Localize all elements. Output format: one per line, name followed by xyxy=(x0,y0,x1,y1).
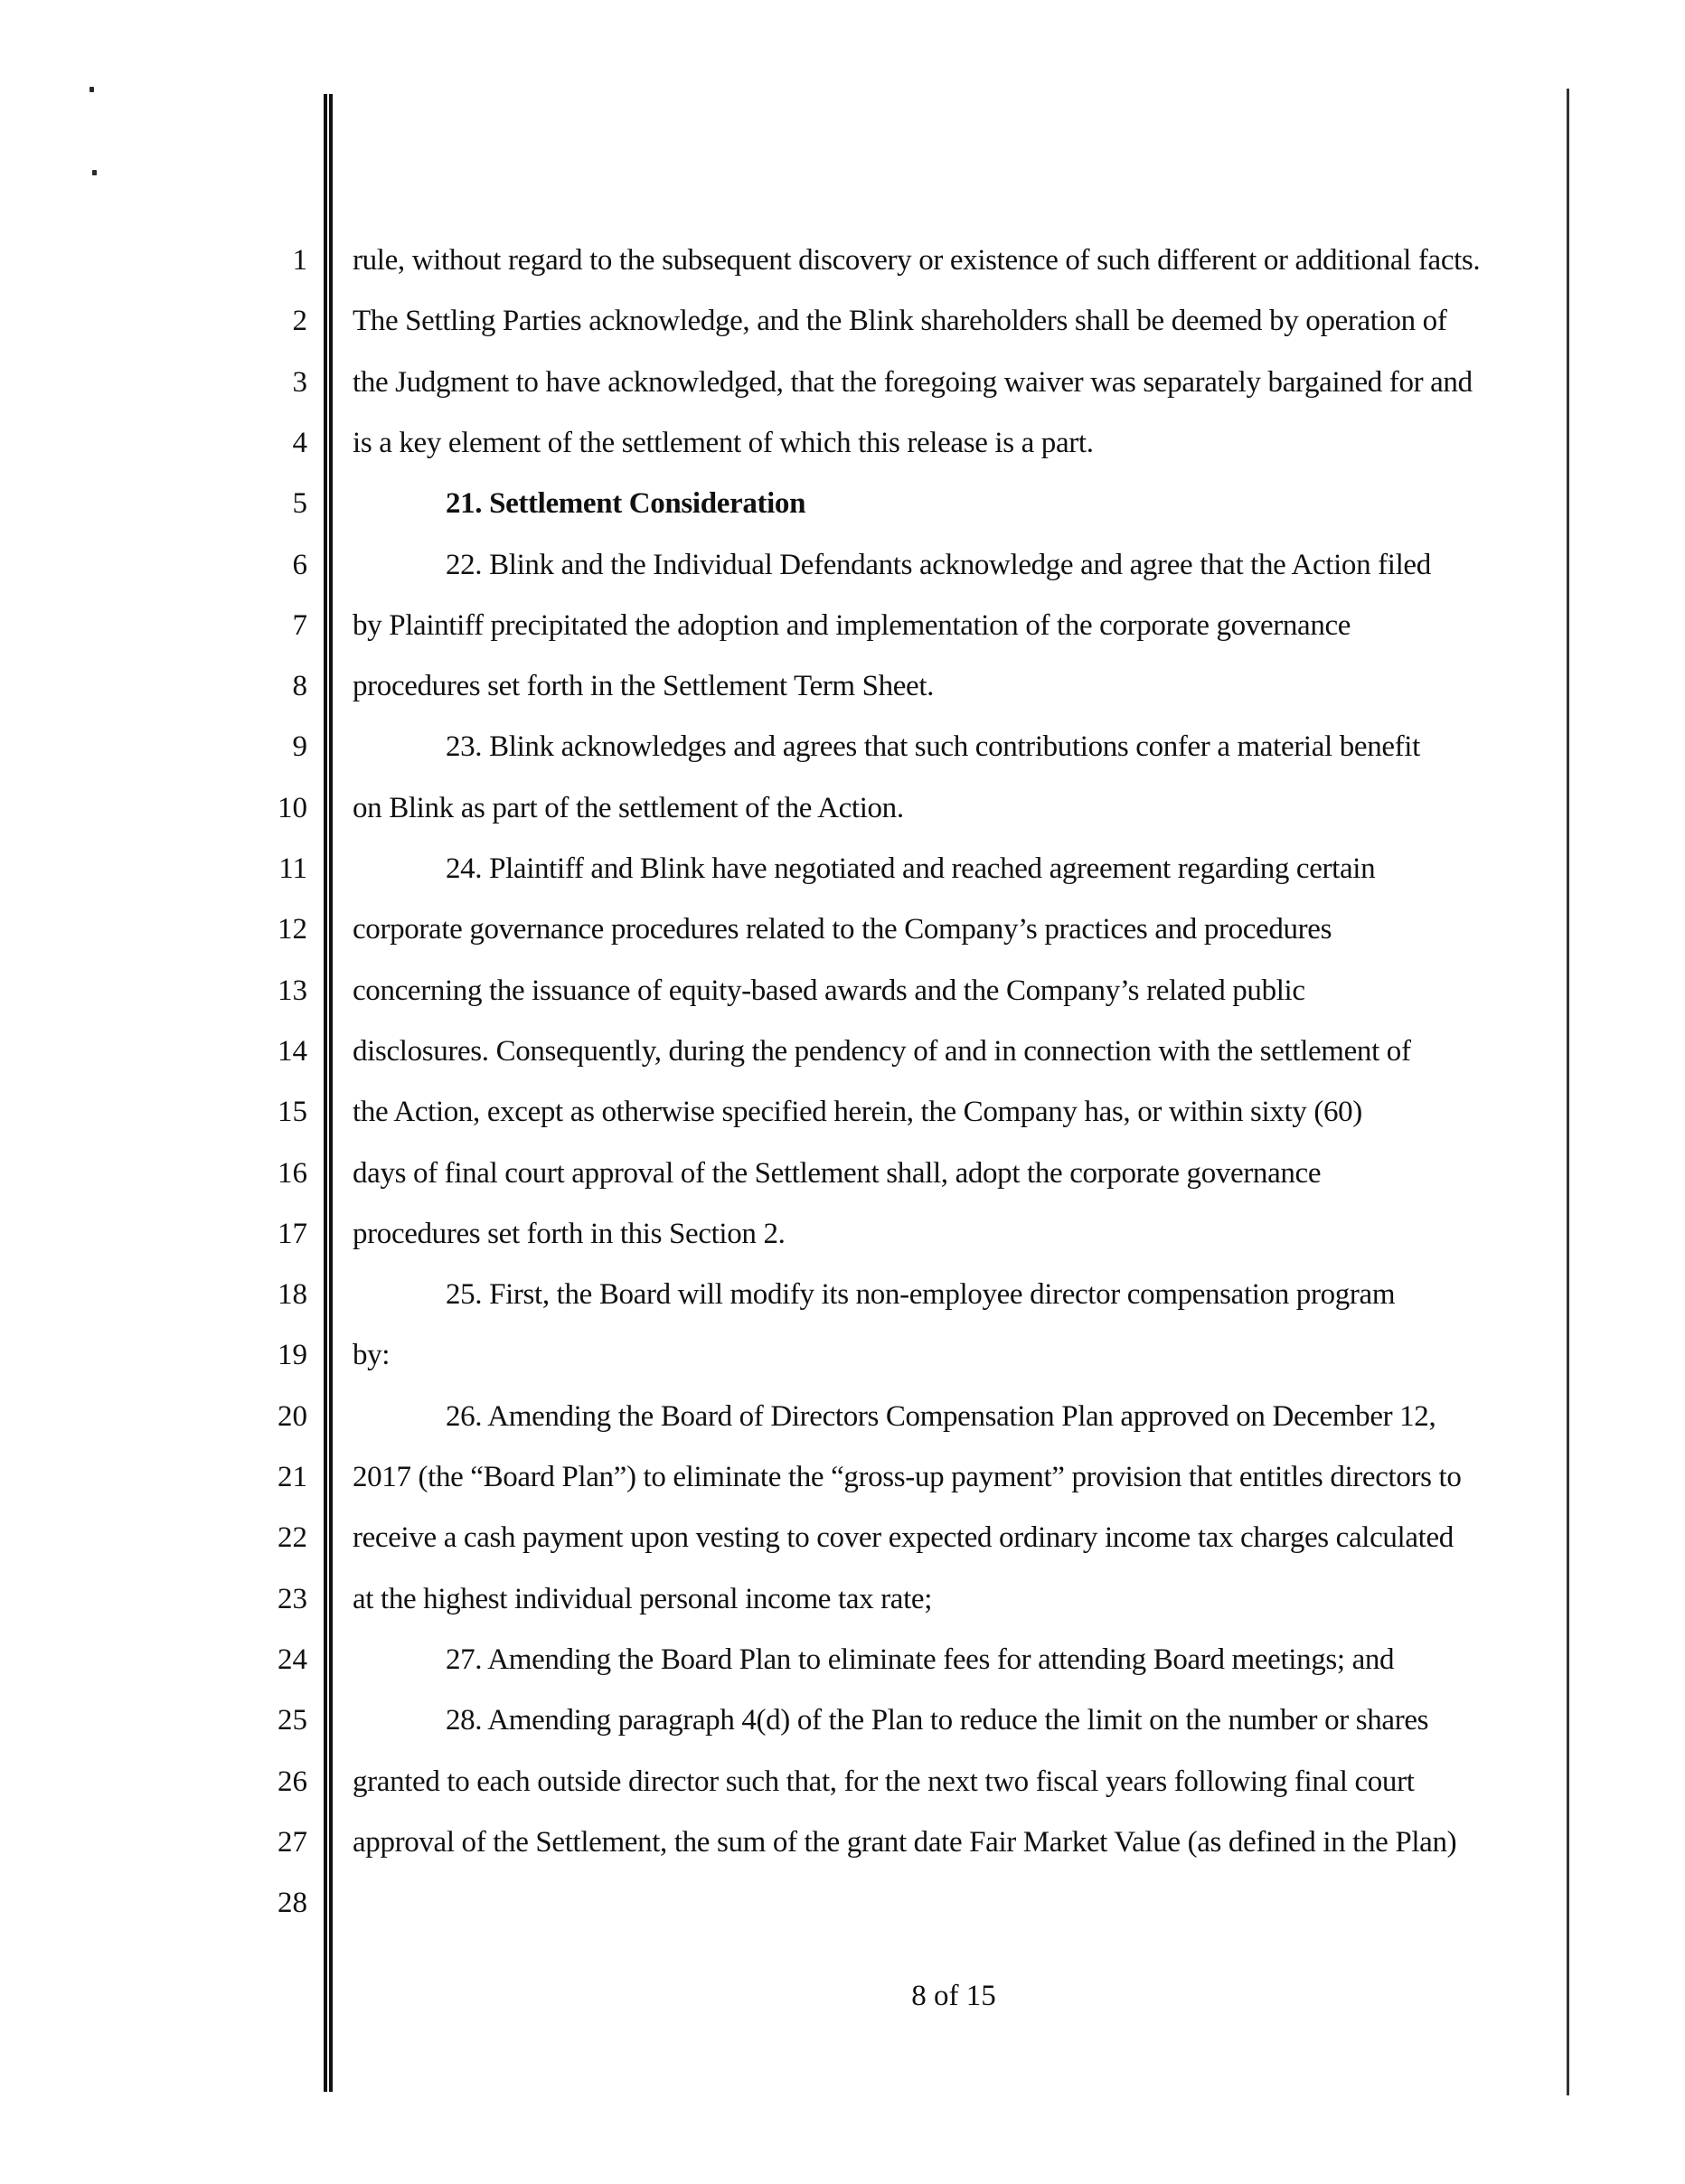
body-text-line: 22. Blink and the Individual Defendants acknowledge and agree that the Action filed xyxy=(446,548,1431,581)
scan-speck xyxy=(89,87,94,92)
body-text-line: 25. First, the Board will modify its non-employee director compensation program xyxy=(446,1278,1396,1312)
section-heading: 21. Settlement Consideration xyxy=(446,487,806,521)
line-number: 20 xyxy=(278,1399,307,1433)
line-number: 26 xyxy=(278,1765,307,1798)
body-text-line: procedures set forth in the Settlement Term Sheet. xyxy=(353,670,935,703)
line-number: 5 xyxy=(292,487,307,521)
body-text-line: 23. Blink acknowledges and agrees that such contributions confer a material benefit xyxy=(446,730,1420,764)
body-text-line: 28. Amending paragraph 4(d) of the Plan to reduce the limit on the number or shares xyxy=(446,1704,1429,1737)
body-text-line: rule, without regard to the subsequent discovery or existence of such different or additional facts. xyxy=(353,244,1481,277)
page-number: 8 of 15 xyxy=(911,1980,996,2012)
line-number: 10 xyxy=(278,791,307,824)
right-margin-rule xyxy=(1567,89,1569,2095)
line-number: 27 xyxy=(278,1825,307,1859)
body-text-line: disclosures. Consequently, during the pendency of and in connection with the settlement of xyxy=(353,1034,1411,1068)
body-text-line: on Blink as part of the settlement of the Action. xyxy=(353,791,904,824)
body-text-line: 2017 (the “Board Plan”) to eliminate the “gross-up payment” provision that entitles directors to xyxy=(353,1461,1462,1493)
line-number: 13 xyxy=(278,974,307,1007)
body-text-line: procedures set forth in this Section 2. xyxy=(353,1217,786,1250)
line-number: 15 xyxy=(278,1096,307,1129)
body-text-line: corporate governance procedures related to the Company’s practices and procedures xyxy=(353,913,1332,946)
body-text-line: concerning the issuance of equity-based awards and the Company’s related public xyxy=(353,974,1305,1007)
body-text-line: receive a cash payment upon vesting to cover expected ordinary income tax charges calculated xyxy=(353,1521,1454,1555)
body-text-line: days of final court approval of the Settlement shall, adopt the corporate governance xyxy=(353,1156,1322,1190)
line-number: 7 xyxy=(292,608,307,642)
line-number: 25 xyxy=(278,1704,307,1737)
body-text-line: by Plaintiff precipitated the adoption and implementation of the corporate governance xyxy=(353,608,1351,642)
line-number: 4 xyxy=(292,426,307,459)
line-number: 21 xyxy=(278,1461,307,1493)
line-number: 16 xyxy=(278,1156,307,1190)
line-number: 18 xyxy=(278,1278,307,1312)
body-text-line: the Judgment to have acknowledged, that the foregoing waiver was separately bargained for and xyxy=(353,365,1473,399)
body-text-line: at the highest individual personal income tax rate; xyxy=(353,1582,933,1615)
left-margin-double-rule xyxy=(329,94,333,2092)
body-text-line: is a key element of the settlement of which this release is a part. xyxy=(353,426,1094,459)
body-text-line: 24. Plaintiff and Blink have negotiated and reached agreement regarding certain xyxy=(446,852,1376,885)
line-number: 28 xyxy=(278,1887,307,1920)
line-number: 17 xyxy=(278,1217,307,1250)
body-text-line: 26. Amending the Board of Directors Compensation Plan approved on December 12, xyxy=(446,1399,1436,1433)
line-number: 22 xyxy=(278,1521,307,1555)
line-number: 3 xyxy=(292,365,307,399)
line-number: 24 xyxy=(278,1643,307,1676)
scan-speck xyxy=(92,170,97,175)
body-text-line: The Settling Parties acknowledge, and the Blink shareholders shall be deemed by operation of xyxy=(353,305,1447,338)
body-text-line: approval of the Settlement, the sum of the grant date Fair Market Value (as defined in the Plan) xyxy=(353,1825,1457,1859)
line-number: 14 xyxy=(278,1034,307,1068)
body-text-line: 27. Amending the Board Plan to eliminate fees for attending Board meetings; and xyxy=(446,1643,1395,1676)
line-number: 2 xyxy=(292,305,307,338)
body-text-line: granted to each outside director such that, for the next two fiscal years following final court xyxy=(353,1765,1415,1798)
body-text-line: the Action, except as otherwise specified herein, the Company has, or within sixty (60) xyxy=(353,1096,1362,1129)
line-number: 11 xyxy=(278,852,307,885)
body-text-line: by: xyxy=(353,1339,391,1372)
line-number: 12 xyxy=(278,913,307,946)
line-number: 19 xyxy=(278,1339,307,1372)
line-number: 1 xyxy=(292,244,307,277)
line-number: 9 xyxy=(292,730,307,764)
line-number: 23 xyxy=(278,1582,307,1615)
line-number: 8 xyxy=(292,670,307,703)
line-number: 6 xyxy=(292,548,307,581)
left-margin-double-rule xyxy=(324,94,327,2092)
